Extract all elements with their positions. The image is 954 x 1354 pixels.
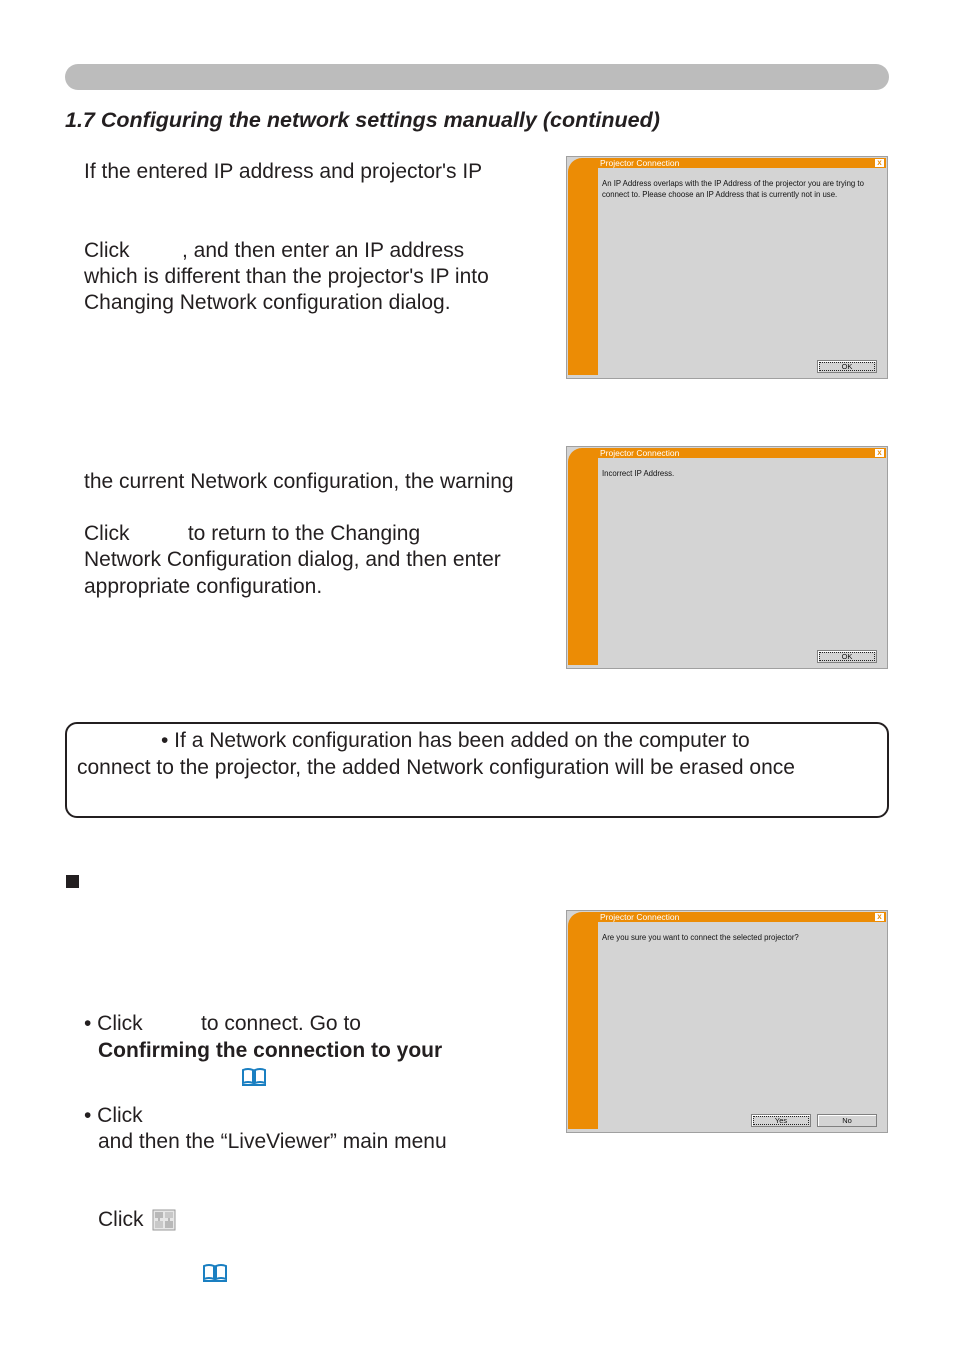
block1-line1: If the entered IP address and projector's IP (84, 160, 483, 183)
dialog-ip-overlap (566, 156, 888, 379)
dialog-sidebar (568, 912, 598, 1129)
yes-button[interactable]: Yes (751, 1114, 811, 1127)
no-button[interactable]: No (817, 1114, 877, 1127)
dialog-message: Incorrect IP Address. (602, 469, 675, 478)
click-label: Click (98, 1208, 144, 1231)
square-bullet-icon (66, 875, 79, 888)
header-bar (65, 64, 889, 90)
block2-line4: appropriate configuration. (84, 575, 323, 598)
dialog-title: Projector Connection (600, 448, 680, 458)
block2-line2: Click to return to the Changing (84, 522, 421, 545)
book-reference-icon[interactable] (241, 1067, 267, 1086)
ok-button[interactable]: OK (817, 650, 877, 663)
dialog-title: Projector Connection (600, 912, 680, 922)
bullet1-line1: • Click to connect. Go to (84, 1012, 361, 1035)
block2-line1: the current Network configuration, the warning (84, 470, 514, 493)
note-line1: • If a Network configuration has been added on the computer to (161, 729, 750, 752)
bullet1-line2: Confirming the connection to your (98, 1039, 443, 1062)
dialog-sidebar (568, 448, 598, 665)
close-icon[interactable]: x (875, 159, 884, 167)
close-icon[interactable]: x (875, 449, 884, 457)
dialog-message: Are you sure you want to connect the selected projector? (602, 933, 799, 942)
block1-line3: which is different than the projector's IP into (84, 265, 489, 288)
ok-button[interactable]: OK (817, 360, 877, 373)
close-icon[interactable]: x (875, 913, 884, 921)
bullet2-line1: • Click (84, 1104, 143, 1127)
bullet2-line2: and then the “LiveViewer” main menu (98, 1130, 447, 1153)
dialog-confirm-connect (566, 910, 888, 1133)
note-line2: connect to the projector, the added Network configuration will be erased once (77, 756, 795, 779)
block2-line3: Network Configuration dialog, and then enter (84, 548, 501, 571)
book-reference-icon[interactable] (202, 1263, 228, 1282)
block1-line4: Changing Network configuration dialog. (84, 291, 451, 314)
network-tool-icon[interactable] (152, 1209, 176, 1231)
dialog-sidebar (568, 158, 598, 375)
dialog-title: Projector Connection (600, 158, 680, 168)
section-title: 1.7 Configuring the network settings manually (continued) (65, 108, 660, 132)
dialog-message: An IP Address overlaps with the IP Address of the projector you are trying to connect to. Please choose an IP Address that is currently not in use. (602, 179, 864, 200)
note-box (65, 722, 889, 818)
block1-line2: Click , and then enter an IP address (84, 239, 465, 262)
dialog-incorrect-ip (566, 446, 888, 669)
